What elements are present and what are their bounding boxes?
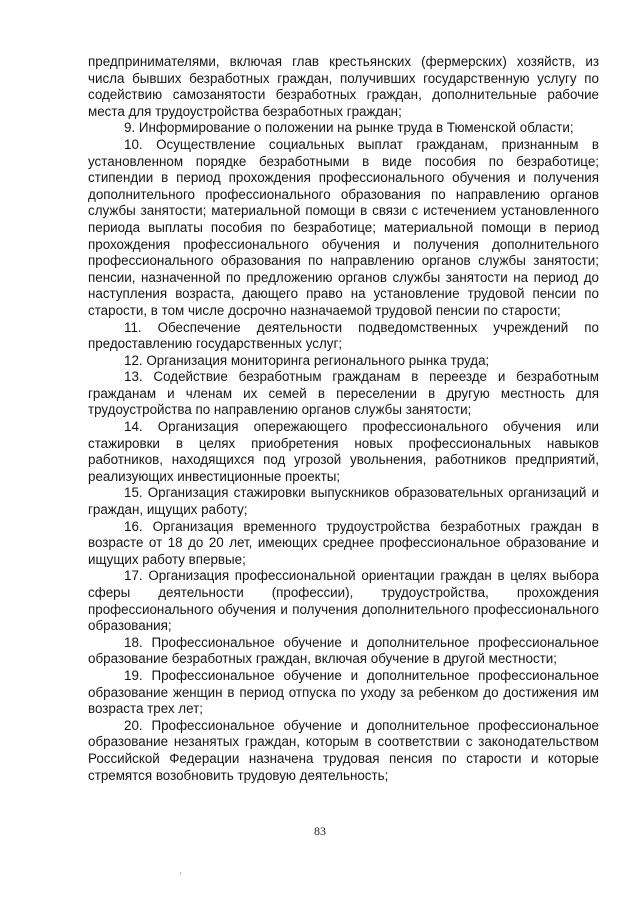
paragraph-item-19: 19. Профессиональное обучение и дополнительное профессиональное образование женщин в период отпуска по уходу за ребенком до достижения им возраста трех лет; (88, 667, 599, 717)
paragraph-item-9: 9. Информирование о положении на рынке труда в Тюменской области; (124, 120, 574, 136)
paragraph-item-11: 11. Обеспечение деятельности подведомственных учреждений по предоставлению государственных услуг; (88, 319, 599, 352)
paragraph-item-10: 10. Осуществление социальных выплат гражданам, признанным в установленном порядке безработными в виде пособия по безработице; стипендии в период прохождения профессионального обучения и получения дополнительного профессионального образования по направлению органов службы занятости; материальной помощи в связи с истечением установленного периода выплаты пособия по безработице; материальной помощи в период прохождения профессионального обучения и получения дополнительного профессионального образования по направлению органов службы занятости; пенсии, назначенной по предложению органов службы занятости на период до наступления возраста, дающего право на установление трудовой пенсии по старости, в том числе досрочно назначаемой трудовой пенсии по старости; (88, 136, 599, 318)
scan-speck (180, 872, 181, 875)
paragraph-item-17: 17. Организация профессиональной ориентации граждан в целях выбора сферы деятельности (профессии), трудоустройства, прохождения профессионального обучения и получения дополнительного профессионального образования; (88, 568, 599, 634)
document-body (88, 54, 599, 784)
paragraph-item-15: 15. Организация стажировки выпускников образовательных организаций и граждан, ищущих работу; (88, 485, 599, 518)
page-number: 83 (314, 824, 326, 838)
paragraph-item-14: 14. Организация опережающего профессионального обучения или стажировки в целях приобретения новых профессиональных навыков работников, находящихся под угрозой увольнения, работников предприятий, реализующих инвестиционные проекты; (88, 419, 599, 484)
paragraph-item-13: 13. Содействие безработным гражданам в переезде и безработным гражданам и членам их семей в переселении в другую местность для трудоустройства по направлению органов службы занятости; (88, 369, 599, 418)
paragraph-continuation: предпринимателями, включая глав крестьянских (фермерских) хозяйств, из числа бывших безработных граждан, получивших государственную услугу по содействию самозанятости безработных граждан, дополнительные рабочие места для трудоустройства безработных граждан; (88, 54, 599, 119)
paragraph-item-18: 18. Профессиональное обучение и дополнительное профессиональное образование безработных граждан, включая обучение в другой местности; (88, 634, 599, 667)
paragraph-item-12: 12. Организация мониторинга регионального рынка труда; (124, 352, 490, 368)
paragraph-item-20: 20. Профессиональное обучение и дополнительное профессиональное образование незанятых граждан, которым в соответствии с законодательством Российской Федерации назначена трудовая пенсия по старости и которые стремятся возобновить трудовую деятельность; (88, 717, 599, 783)
paragraph-item-16: 16. Организация временного трудоустройства безработных граждан в возрасте от 18 до 20 лет, имеющих среднее профессиональное образование и ищущих работу впервые; (88, 518, 599, 567)
